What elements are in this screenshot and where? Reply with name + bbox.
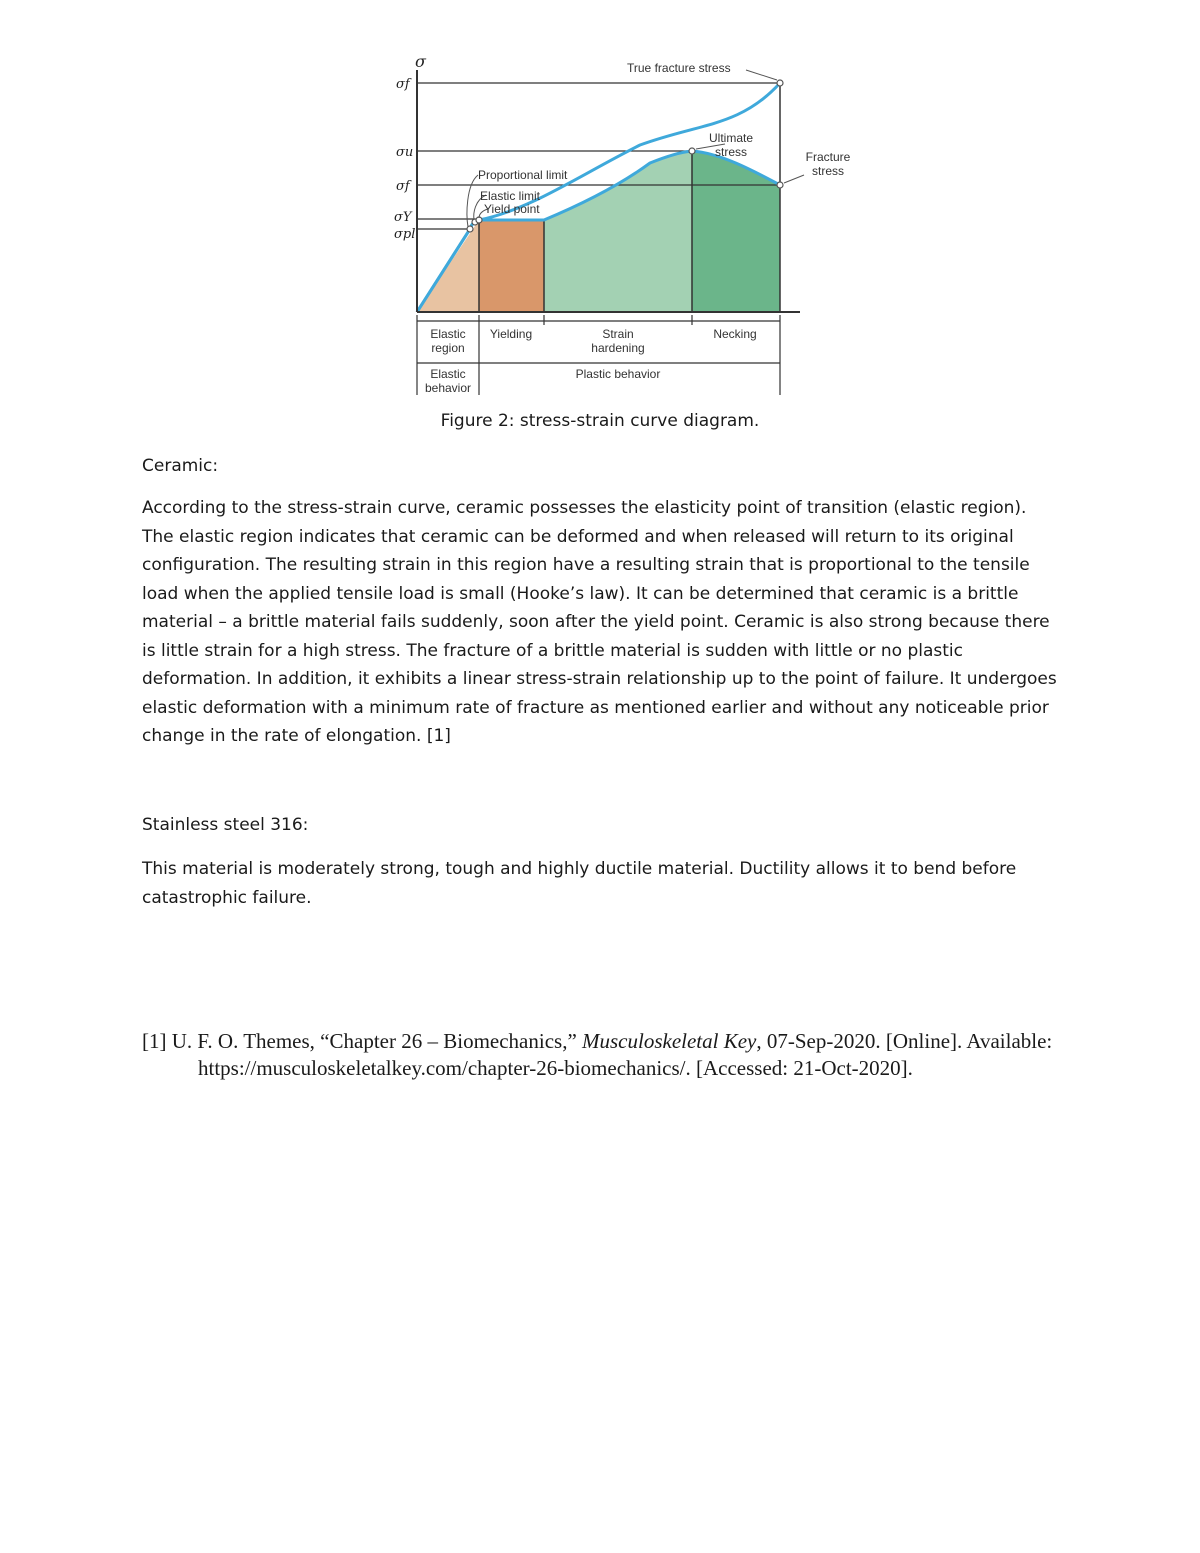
- fracture-stress-label-2: stress: [811, 164, 845, 178]
- reference-journal: Musculoskeletal Key: [582, 1029, 757, 1053]
- necking-label: Necking: [713, 327, 757, 341]
- reference-number: [1]: [142, 1029, 167, 1053]
- yielding-label: Yielding: [489, 327, 533, 341]
- sigma-u-label: σu: [396, 145, 414, 160]
- yielding-region-fill: [479, 220, 544, 312]
- reference-text-after: , 07-Sep-2020. [Online]. Available: https://musculoskeletalkey.com/chapter-26-biomechanics/. [Accessed: 21-Oct-2020].: [198, 1029, 1053, 1080]
- figure-caption: Figure 2: stress-strain curve diagram.: [440, 411, 760, 431]
- strain-hardening-label-2: hardening: [591, 341, 645, 355]
- ceramic-heading: Ceramic:: [142, 456, 219, 476]
- sigma-f-mid-label: σf: [396, 179, 410, 194]
- yield-point-label: Yield point: [484, 202, 540, 216]
- ceramic-paragraph: According to the stress-strain curve, ceramic possesses the elasticity point of transition (elastic region). The elastic region indicates that ceramic can be deformed and when released will return to its original configuration. The resulting strain in this region have a resulting strain that is proportional to the tensile load when the applied tensile load is small (Hooke’s law). It can be determined that ceramic is a brittle material – a brittle material fails suddenly, soon after the yield point. Ceramic is also strong because there is little strain for a high stress. The fracture of a brittle material is sudden with little or no plastic deformation. In addition, it exhibits a linear stress-strain relationship up to the point of failure. It undergoes elastic deformation with a minimum rate of fracture as mentioned earlier and without any noticeable prior change in the rate of elongation. [1]: [142, 498, 1057, 746]
- fracture-stress-label-1: Fracture: [805, 150, 851, 164]
- ultimate-stress-marker: [689, 148, 695, 154]
- reference-text: [142, 1028, 1062, 1082]
- region-labels: [425, 327, 757, 395]
- reference-text-before: U. F. O. Themes, “Chapter 26 – Biomechanics,”: [171, 1029, 583, 1053]
- reference-entry: [142, 1028, 1062, 1082]
- proportional-limit-label: Proportional limit: [478, 168, 568, 182]
- plastic-behavior-label: Plastic behavior: [575, 367, 661, 381]
- y-axis-labels: [394, 52, 427, 242]
- elastic-limit-label: Elastic limit: [480, 189, 541, 203]
- sigma-f-top-label: σf: [396, 77, 410, 92]
- steel-heading: Stainless steel 316:: [142, 815, 309, 835]
- fracture-leader: [784, 175, 804, 183]
- ultimate-stress-label-2: stress: [714, 145, 748, 159]
- true-fracture-stress-label: True fracture stress: [627, 61, 731, 75]
- fracture-stress-marker: [777, 182, 783, 188]
- true-fracture-leader: [746, 70, 777, 80]
- sigma-y-label: σY: [394, 210, 412, 225]
- elastic-behavior-label-2: behavior: [424, 381, 472, 395]
- sigma-pl-label: σpl: [394, 227, 416, 242]
- elastic-region-label-1: Elastic: [430, 327, 466, 341]
- elastic-region-label-2: region: [431, 341, 465, 355]
- elastic-behavior-label-1: Elastic: [430, 367, 466, 381]
- stress-strain-figure: [380, 45, 880, 405]
- strain-hardening-label-1: Strain: [602, 327, 634, 341]
- sigma-axis-label: σ: [415, 52, 426, 71]
- true-fracture-marker: [777, 80, 783, 86]
- necking-region-fill: [692, 151, 780, 312]
- ultimate-stress-label-1: Ultimate: [708, 131, 754, 145]
- steel-paragraph: This material is moderately strong, tough and highly ductile material. Ductility allows it to bend before catastrophic failure.: [142, 859, 1017, 908]
- stress-strain-diagram: [380, 45, 880, 405]
